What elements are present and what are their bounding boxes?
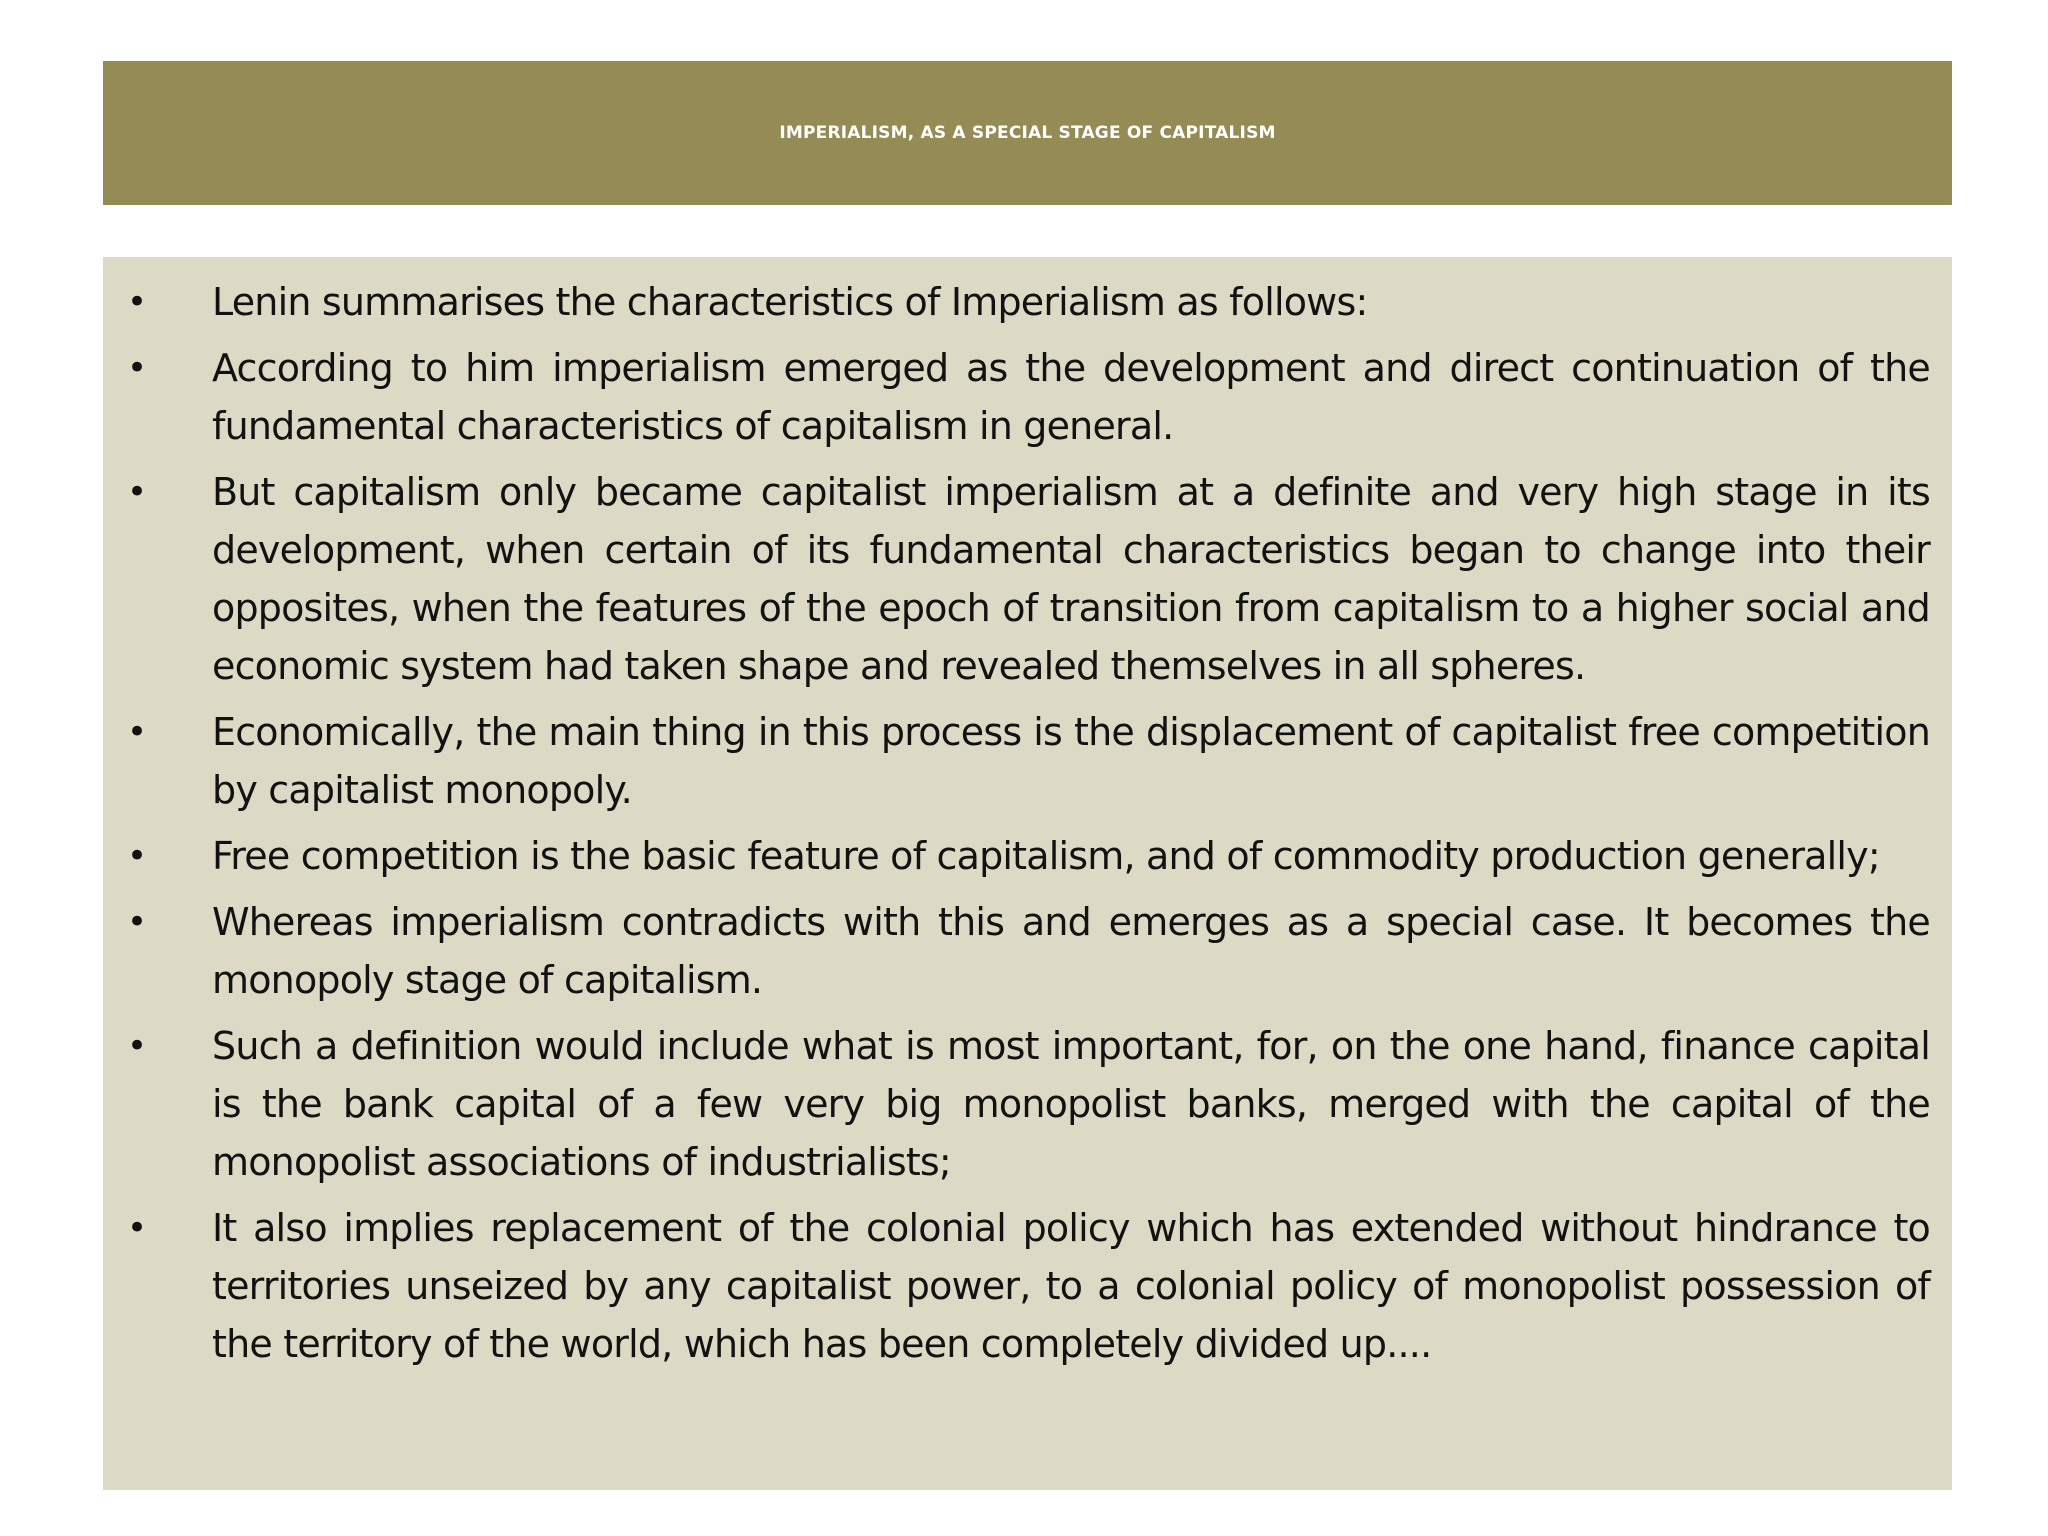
bullet-list	[117, 273, 1930, 1373]
bullet-item	[117, 1199, 1930, 1373]
bullet-item	[117, 339, 1930, 455]
bullet-icon: •	[127, 1026, 147, 1066]
slide-title: IMPERIALISM, AS A SPECIAL STAGE OF CAPITALISM	[779, 123, 1276, 143]
bullet-icon: •	[127, 712, 147, 752]
slide-title-bar	[103, 61, 1952, 205]
bullet-item	[117, 1017, 1930, 1191]
bullet-item	[117, 273, 1930, 331]
bullet-icon: •	[127, 472, 147, 512]
bullet-text: Such a definition would include what is most important, for, on the one hand, finance capital is the bank capital of a few very big monopolist banks, merged with the capital of the monopolist associations of industrialists;	[212, 1024, 1930, 1184]
bullet-text: Lenin summarises the characteristics of Imperialism as follows:	[212, 280, 1368, 324]
bullet-text: According to him imperialism emerged as the development and direct continuation of the fundamental characteristics of capitalism in general.	[212, 346, 1930, 448]
bullet-icon: •	[127, 348, 147, 388]
bullet-item	[117, 893, 1930, 1009]
bullet-icon: •	[127, 902, 147, 942]
bullet-icon: •	[127, 836, 147, 876]
bullet-text: Whereas imperialism contradicts with this and emerges as a special case. It becomes the monopoly stage of capitalism.	[212, 900, 1930, 1002]
bullet-text: Economically, the main thing in this process is the displacement of capitalist free competition by capitalist monopoly.	[212, 710, 1930, 812]
bullet-text: It also implies replacement of the colonial policy which has extended without hindrance to territories unseized by any capitalist power, to a colonial policy of monopolist possession of the territory of the world, which has been completely divided up....	[212, 1206, 1930, 1366]
bullet-item	[117, 827, 1930, 885]
bullet-item	[117, 703, 1930, 819]
bullet-item	[117, 463, 1930, 695]
bullet-icon: •	[127, 282, 147, 322]
bullet-icon: •	[127, 1208, 147, 1248]
slide-content	[103, 257, 1952, 1490]
bullet-text: Free competition is the basic feature of capitalism, and of commodity production generally;	[212, 834, 1880, 878]
bullet-text: But capitalism only became capitalist imperialism at a definite and very high stage in its development, when certain of its fundamental characteristics began to change into their opposites, when the features of the epoch of transition from capitalism to a higher social and economic system had taken shape and revealed themselves in all spheres.	[212, 470, 1930, 688]
